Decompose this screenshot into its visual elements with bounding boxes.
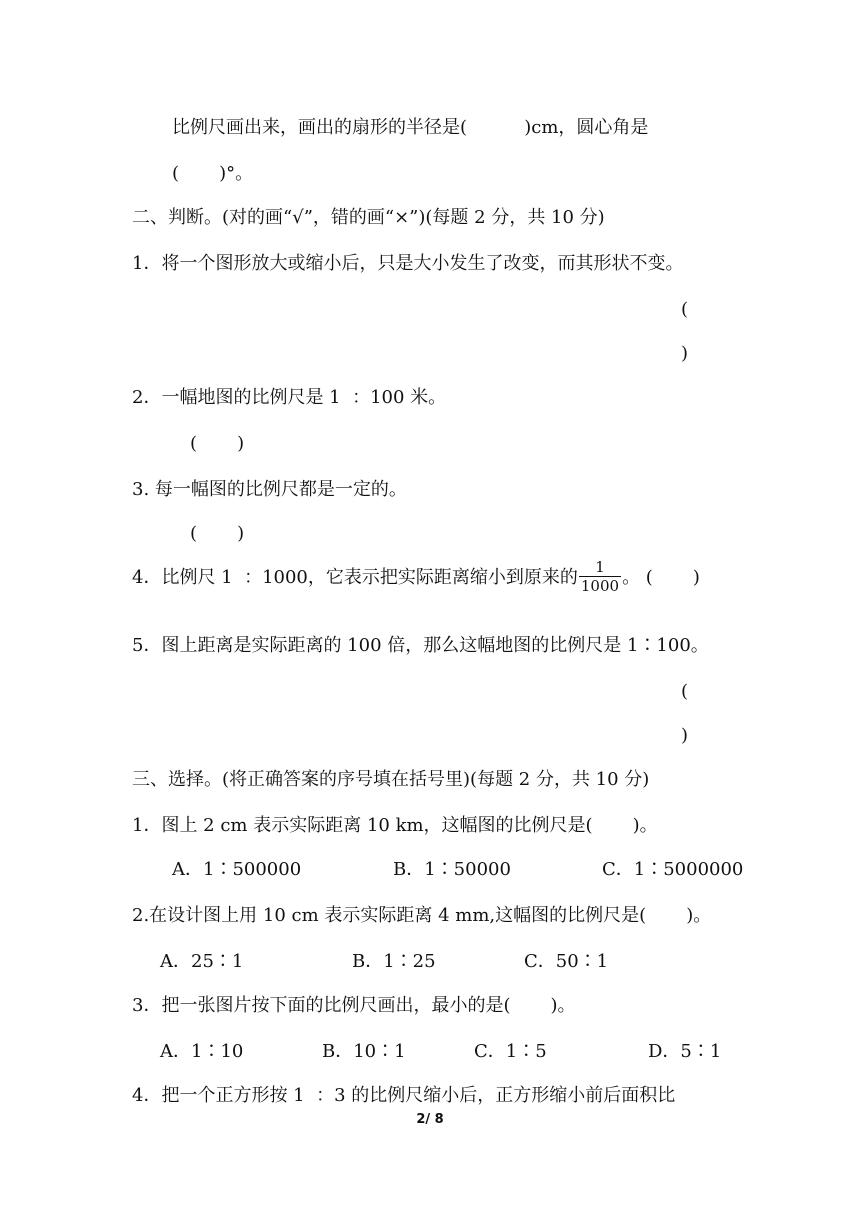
choice-q3-option-a: A．1∶10 <box>160 1041 244 1062</box>
choice-q1-option-a: A．1∶500000 <box>172 859 302 880</box>
judge-q5: 5．图上距离是实际距离的 100 倍，那么这幅地图的比例尺是 1∶100。 <box>132 635 709 656</box>
judge-q3: 3. 每一幅图的比例尺都是一定的。 <box>132 479 407 500</box>
choice-q3-option-c: C．1∶5 <box>474 1041 547 1062</box>
choice-q2-option-b: B．1∶25 <box>352 951 436 972</box>
judge-q5-paren-close: ) <box>681 725 689 746</box>
judge-q2: 2．一幅地图的比例尺是 1 ：100 米。 <box>132 387 447 408</box>
fraction-one-thousandth <box>579 558 621 595</box>
judge-q1-paren-close: ) <box>681 343 689 364</box>
choice-q2-option-a: A．25∶1 <box>160 951 244 972</box>
choice-q3-option-b: B．10∶1 <box>322 1041 406 1062</box>
fraction-numerator: 1 <box>579 558 621 577</box>
section-judge-title: 二、判断。(对的画“√”，错的画“×”)(每题 2 分，共 10 分) <box>132 207 605 228</box>
choice-q2-option-c: C．50∶1 <box>524 951 609 972</box>
judge-q1-paren-open: ( <box>681 299 689 320</box>
fraction-denominator: 1000 <box>580 576 620 595</box>
choice-q1-option-b: B．1∶50000 <box>393 859 511 880</box>
judge-q4-text: 4．比例尺 1 ：1000，它表示把实际距离缩小到原来的 <box>132 567 578 588</box>
judge-q2-answer-paren: ( ) <box>190 433 245 454</box>
section-choice-title: 三、选择。(将正确答案的序号填在括号里)(每题 2 分，共 10 分) <box>132 769 650 790</box>
choice-q3: 3．把一张图片按下面的比例尺画出，最小的是( )。 <box>132 995 576 1016</box>
judge-q5-paren-open: ( <box>681 681 689 702</box>
choice-q1-option-c: C．1∶5000000 <box>602 859 744 880</box>
choice-q4: 4．把一个正方形按 1 ：3 的比例尺缩小后，正方形缩小前后面积比 <box>132 1085 676 1106</box>
q-continued-angle: ( )°。 <box>172 163 254 184</box>
judge-q4 <box>132 556 700 600</box>
choice-q1: 1．图上 2 cm 表示实际距离 10 km，这幅图的比例尺是( )。 <box>132 815 658 836</box>
judge-q3-answer-paren: ( ) <box>190 523 245 544</box>
judge-q1: 1．将一个图形放大或缩小后，只是大小发生了改变，而其形状不变。 <box>132 253 684 274</box>
q-continued-line: 比例尺画出来，画出的扇形的半径是( )cm，圆心角是 <box>172 117 649 138</box>
choice-q2: 2.在设计图上用 10 cm 表示实际距离 4 mm,这幅图的比例尺是( )。 <box>132 905 712 926</box>
judge-q4-answer-paren: 。 ( ) <box>622 567 700 588</box>
choice-q3-option-d: D．5∶1 <box>648 1041 722 1062</box>
page-number: 2/ 8 <box>416 1112 444 1127</box>
